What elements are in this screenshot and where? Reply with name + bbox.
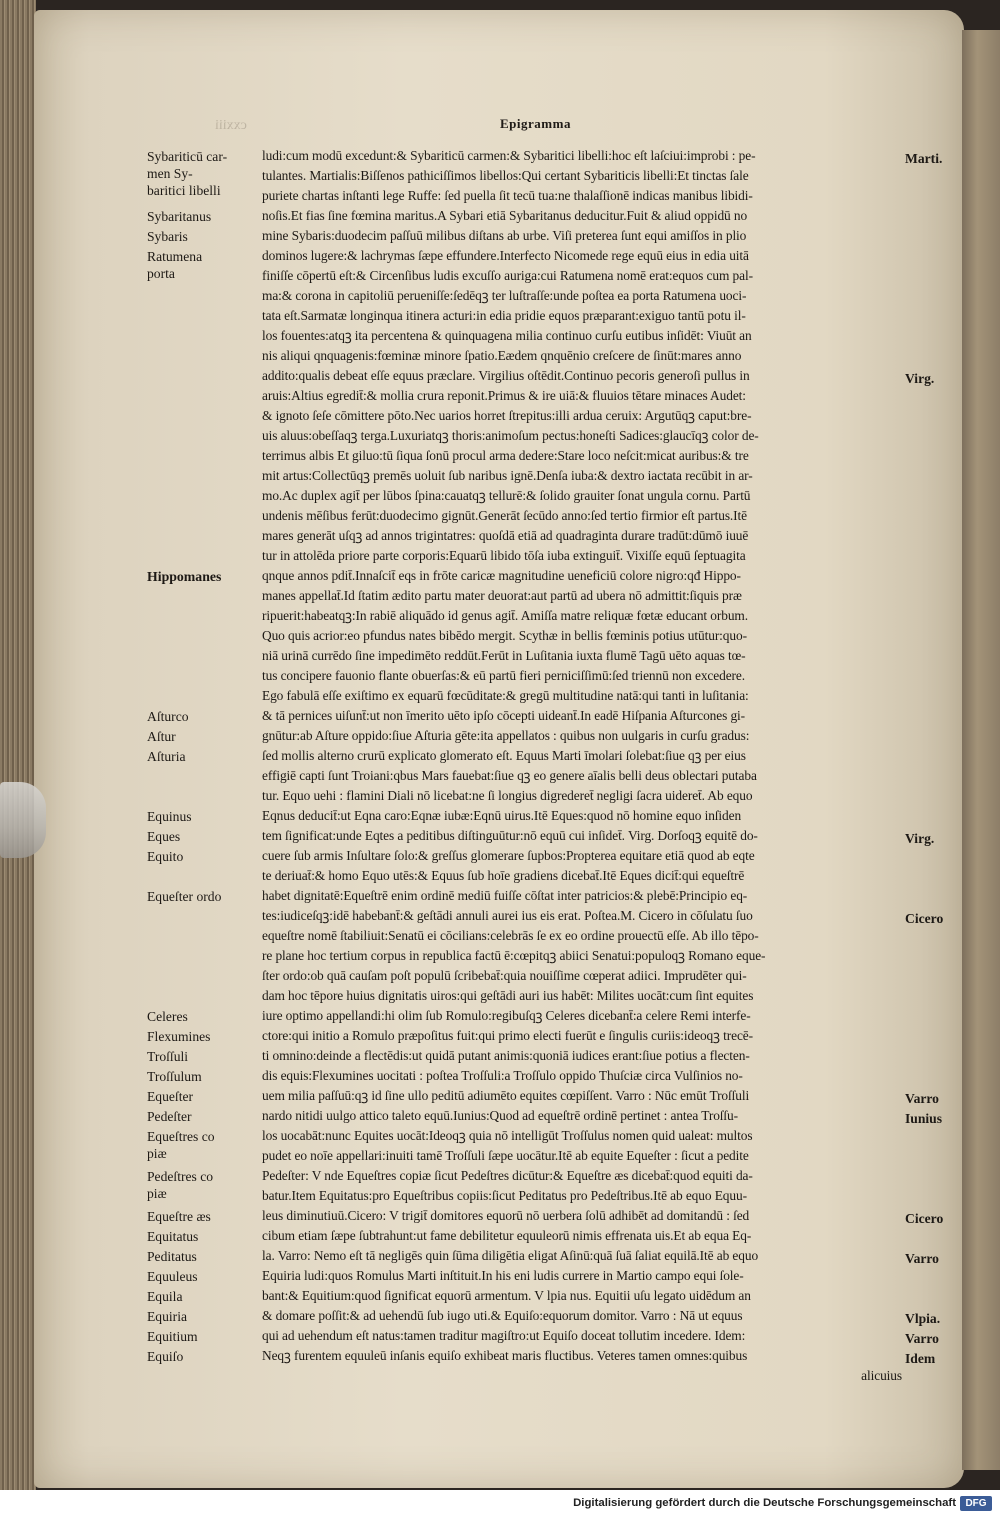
text-line: mares generāt uſqꝫ ad annos trigintatres: quoſdā etiā ad quadraginta durare tradūt:dūmō iuuē <box>262 528 749 543</box>
text-line: tulantes. Martialis:Biſſenos pathiciſſimos libellos:Qui certant Sybariticis libelli:Et tinctas ſale <box>262 168 749 183</box>
text-line: noſis.Et fias ſine fœmina maritus.A Sybari etiā Sybaritanus deducitur.Fuit & aliud oppidū no <box>262 208 748 223</box>
text-line: ſed mollis alterno crurū explicato glomerato eſt. Equus Marti īmolari ſolebat:ſiue qꝫ per eius <box>262 748 746 763</box>
margin-note: Cicero <box>905 911 944 926</box>
margin-note: Equeſter <box>147 1089 194 1104</box>
margin-note: Equiſo <box>147 1349 184 1364</box>
next-page-edge <box>962 30 1000 1470</box>
margin-note: Iunius <box>905 1111 943 1126</box>
text-line: finiſſe cōpertū eſt:& Circenſibus ludis excuſſo auriga:cui Ratumena nomē erat:equos cum pal- <box>262 268 753 283</box>
text-line: Quo quis acrior:eo pfundus nates bibēdo mergit. Scythæ in bellis fœminis potius utūtur:quo- <box>262 628 747 643</box>
text-line: dis equis:Flexumines uocitati : poſtea Troſſuli:a Troſſulo oppido Thuſciæ circa Vulſinios no- <box>262 1068 743 1083</box>
text-line: ti omnino:deinde a flectēdis:ut quidā putant animis:quoniā iudices erant:ſiue potius a flecten- <box>262 1048 750 1063</box>
margin-note: Virg. <box>905 831 935 846</box>
text-line: tus concipere fauonio flante obuerſas:& eū partū fieri perniciſſimū:ſed triennū non excedere. <box>262 668 745 683</box>
margin-note: Equito <box>147 849 184 864</box>
text-line: cuere ſub armis Inſultare ſolo:& greſſus glomerare ſupbos:Propterea equitare etiā quod ab eqte <box>262 848 755 863</box>
text-line: tata eſt.Sarmatæ longinqua itinera acturi:in edia pridie equos præparant:exiguo tantū potu il- <box>262 308 746 323</box>
text-line: tur in attolēda priore parte corporis:Equarū libido tōſa iuba extinguit̄. Vixiſſe equū ſeptuagita <box>262 548 746 563</box>
text-line: nis aliqui qnquagenis:fœminæ minore ſpatio.Eædem qnquēnio creſcere de ſinūt:mares anno <box>262 348 742 363</box>
text-line: batur.Item Equitatus:pro Equeſtribus copiis:ſicut Peditatus pro Pedeſtribus.Itē ab equo Equu- <box>262 1188 747 1203</box>
text-line: bant:& Equitium:quod ſignificat equorū armentum. V lpia nus. Equitii uſu legato uidēdum an <box>262 1288 751 1303</box>
margin-note: Flexumines <box>147 1029 211 1044</box>
text-line: gnūtur:ab Aſture oppido:ſiue Aſturia gēte:ita appellatos : quibus non uulgaris in curſu gradus: <box>262 728 750 743</box>
text-line: aruis:Altius egredit̄:& mollia crura reponit.Primus & ire uiā:& fluuios tētare minaces Audet: <box>262 388 746 403</box>
text-line: addito:qualis debeat eſſe equus præclare. Virgilius oſtēdit.Continuo pecoris generoſi pullus in <box>262 368 750 383</box>
margin-note: Vlpia. <box>905 1311 941 1326</box>
text-line: ſter ordo:ob quā cauſam poſt populū ſcribebat̄:quia nouiſſime cœperat adiici. Imprudēter qui- <box>262 968 747 983</box>
margin-note: Varro <box>905 1251 939 1266</box>
text-line: tes:iudiceſqꝫ:idē habebant̄:& geſtādi annuli aurei ius eis erat. Poſtea.M. Cicero in cōſulatu ſuo <box>262 908 753 923</box>
margin-note: Pedeſter <box>147 1109 192 1124</box>
margin-note: Equinus <box>147 809 192 824</box>
margin-note: Equitium <box>147 1329 198 1344</box>
footer-credit: Digitalisierung gefördert durch die Deutsche Forschungsgemeinschaft <box>573 1497 956 1509</box>
margin-note: Pedeſtres co piæ <box>147 1169 214 1201</box>
margin-note: Marti. <box>905 151 943 166</box>
text-line: undenis mēſibus ferūt:duodecimo gignūt.Generāt ſecūdo anno:ſed tertio firmior eſt partus.Itē <box>262 508 747 523</box>
text-line: tem ſignificat:unde Eqtes a peditibus diſtinguūtur:nō equū cui inſidet̄. Virg. Dorſoqꝫ equitē do- <box>262 828 758 843</box>
text-line: terrimus albis Et giluo:tū ſiqua ſonū procul arma dedere:Stare loco neſcit:micat auribus:& tre <box>262 448 749 463</box>
text-line: los fouentes:atqꝫ ita percentena & quinquagena milia continuo curſu eutibus inſidēt: Viuūt an <box>262 328 752 343</box>
text-line: qnque annos pdit̄.Innaſcit̄ eqs in frōte caricæ magnitudine ueneficiū colore nigro:qđ Hippo- <box>262 568 741 583</box>
text-line: dam hoc tēpore huius dignitatis uiros:qui geſtādi auri ius habēt: Milites uocāt:cum ſint equites <box>262 988 754 1003</box>
text-line: la. Varro: Nemo eſt tā negligēs quin ſūma diligētia eligat Aſinū:quā ſuā ſaliat equilā.Itē ab equo <box>262 1248 759 1263</box>
margin-note: Equeſtre æs <box>147 1209 211 1224</box>
text-line: ludi:cum modū excedunt:& Sybariticū carmen:& Sybaritici libelli:hoc eſt laſciui:improbi : pe- <box>262 148 756 163</box>
text-line: Equiria ludi:quos Romulus Marti inſtituit.In his eni ludis currere in Martio campo equi ſole- <box>262 1268 744 1283</box>
text-line: Ego fabulā eſſe exiſtimo ex equarū fœcūditate:& gregū multitudine natā:qui tanti in luſitania: <box>262 688 749 703</box>
text-line: mo.Ac duplex agit̄ per lūbos ſpina:cauatqꝫ tellurē:& ſolido grauiter ſonat ungula cornu. Partū <box>262 488 751 503</box>
footer-bar <box>0 1490 1000 1518</box>
margin-note: Idem <box>905 1351 936 1366</box>
text-line: effigiē capti ſunt Troiani:qbus Mars fauebat:ſiue qꝫ eo genere aīalis belli deus oblectari putaba <box>262 768 757 783</box>
dfg-logo: DFG <box>960 1496 992 1511</box>
ghost-folio: cxxiii <box>215 118 247 133</box>
margin-note: Eques <box>147 829 181 844</box>
margin-note: Equeſter ordo <box>147 889 222 904</box>
text-line: Neqꝫ furentem equuleū inſanis equiſo exhibeat maris fluctibus. Veteres tamen omnes:quibus <box>262 1348 748 1363</box>
margin-note: Hippomanes <box>147 569 222 584</box>
text-line: te deriuat̄:& homo Equo utēs:& Equus ſub hoīe gradiens dicebat̄.Itē Eques dicit̄:qui equeſtrē <box>262 868 745 883</box>
text-line: Eqnus deducit̄:ut Eqna caro:Eqnæ iubæ:Eqnū uirus.Itē Eques:quod nō homine equo inſiden <box>262 808 742 823</box>
text-line: manes appellat̄.Id ſtatim ædito partu mater deuorat:aut partū ad ubera nō admittit:ſiquis præ <box>262 588 742 603</box>
text-line: habet dignitatē:Equeſtrē enim ordinē mediū fuiſſe cōſtat inter patricios:& plebē:Principio eq- <box>262 888 748 903</box>
text-line: & tā pernices uiſunt̄:ut non īmerito uēto ipſo cōcepti uideant̄.In eadē Hiſpania Aſturcones gi- <box>262 708 746 723</box>
margin-note: Varro <box>905 1091 939 1106</box>
text-line: ma:& corona in capitoliū perueniſſe:ſedēqꝫ ter luſtraſſe:unde poſtea ea porta Ratumena uoci- <box>262 288 747 303</box>
text-line: uem milia paſſuū:qꝫ id ſine ullo peditū adiumēto equites cœpiſſent. Varro : Nūc emūt Troſſuli <box>262 1088 750 1103</box>
text-line: cibum etiam ſæpe ſubtrahunt:ut fame debilitetur equuleorū nimis effrenata uis.Et ab equa Eq- <box>262 1228 752 1243</box>
text-line: niā urinā currēdo ſine impedimēto reddūt.Ferūt in Luſitania iuxta flumē Tagū uēto aquas tœ- <box>262 648 746 663</box>
margin-note: Troſſulum <box>147 1069 202 1084</box>
text-line: los uocabāt:nunc Equites uocāt:Ideoqꝫ quia nō intelligūt Troſſulus nomen quid ualeat: multos <box>262 1128 753 1143</box>
margin-note: Aſturco <box>147 709 189 724</box>
page-clip <box>0 782 46 858</box>
text-line: mine Sybaris:duodecim paſſuū milibus diſtans ab urbe. Viſi preterea ſunt equi amiſſos in plio <box>262 228 747 243</box>
margin-note: Equila <box>147 1289 183 1304</box>
margin-note: Sybariticū car- men Sy- baritici libelli <box>147 149 228 198</box>
text-line: & domare poſſit:& ad uehendū ſub iugo uti.& Equiſo:equorum domitor. Varro : Nā ut equus <box>262 1308 743 1323</box>
margin-note: Varro <box>905 1331 939 1346</box>
text-line: & ignoto ſeſe cōmittere pōto.Nec uarios horret ſtrepitus:illi ardua ceruix: Argutūqꝫ caput:bre- <box>262 408 752 423</box>
margin-note: Aſtur <box>147 729 176 744</box>
text-line: nardo nitidi uulgo attico taleto equū.Iunius:Quod ad equeſtrē ordinē pertinet : antea Troſſu- <box>262 1108 738 1123</box>
margin-note: Peditatus <box>147 1249 197 1264</box>
margin-note: Equuleus <box>147 1269 198 1284</box>
margin-note: Troſſuli <box>147 1049 189 1064</box>
margin-note: Sybaritanus <box>147 209 212 224</box>
margin-note: Virg. <box>905 371 935 386</box>
text-line: uis aluus:obeſſaqꝫ terga.Luxuriatqꝫ thoris:animoſum pectus:honeſti Sadices:glaucīqꝫ color de- <box>262 428 759 443</box>
catchword: alicuius <box>861 1368 902 1383</box>
margin-note: Ratumena porta <box>147 249 203 281</box>
text-line: qui ad uehendum eſt natus:tamen traditur magiſtro:ut Equiſo doceat tollutim incedere. Idem: <box>262 1328 746 1343</box>
margin-note: Celeres <box>147 1009 188 1024</box>
text-line: tur. Equo uehi : flamini Diali nō licebat:ne ſi longius digrederet̄ negligi ſacra uideret̄. Ab equo <box>262 788 753 803</box>
margin-note: Cicero <box>905 1211 944 1226</box>
text-line: puriete chartas inſtanti lege Ruffe: ſed puella ſit tecū tua:ne thalaſſionē indicas manibus libidi- <box>262 188 753 203</box>
running-title: Epigramma <box>500 116 571 131</box>
margin-note: Sybaris <box>147 229 188 244</box>
text-line: mit artus:Collectūqꝫ premēs uoluit ſub naribus ignē.Denſa iuba:& dextro iactata recūbit in ar- <box>262 468 753 483</box>
text-line: re plane hoc tertium corpus in republica factū ē:cœpitqꝫ abiici Senatui:populoqꝫ Romano eque- <box>262 948 766 963</box>
book-edge <box>0 0 36 1490</box>
margin-note: Aſturia <box>147 749 186 764</box>
text-line: equeſtre nomē ſtabiliuit:Senatū ei cōcilians:celebrās ſe ex eo ordine prouectū eſſe. Ab illo tēpo- <box>262 928 759 943</box>
margin-note: Equitatus <box>147 1229 199 1244</box>
text-line: ripuerit:habeatqꝫ:In rabiē aliquādo id genus agit̄. Amiſſa matre reliquæ fœtæ educant orbum. <box>262 608 748 623</box>
text-line: Pedeſter: V nde Equeſtres copiæ ſicut Pedeſtres dicūtur:& Equeſtre æs dicebat̄:quod equiti da- <box>262 1168 753 1183</box>
margin-note: Equiria <box>147 1309 188 1324</box>
text-line: leus diminutiuū.Cicero: V trigit̄ domitores equorū nō uerbera ſolū adhibēt ad domitandū : ſed <box>262 1208 750 1223</box>
text-line: iure optimo appellandi:hi olim ſub Romulo:regibuſqꝫ Celeres dicebant̄:a celere Remi interfe- <box>262 1008 751 1023</box>
margin-note: Equeſtres co piæ <box>147 1129 215 1161</box>
text-line: pudet eo noīe appellari:inuiti tamē Troſſuli ſæpe uocātur.Itē ab equite Equeſter : ſicut a pedite <box>262 1148 749 1163</box>
text-line: dominos lugere:& lachrymas ſæpe effundere.Interfecto Nicomede rege equū eius in edia uitā <box>262 248 749 263</box>
text-line: ctore:qui initio a Romulo præpoſitus fuit:qui primo electi fuerūt e ſingulis curiis:ideoqꝫ trecē- <box>262 1028 754 1043</box>
